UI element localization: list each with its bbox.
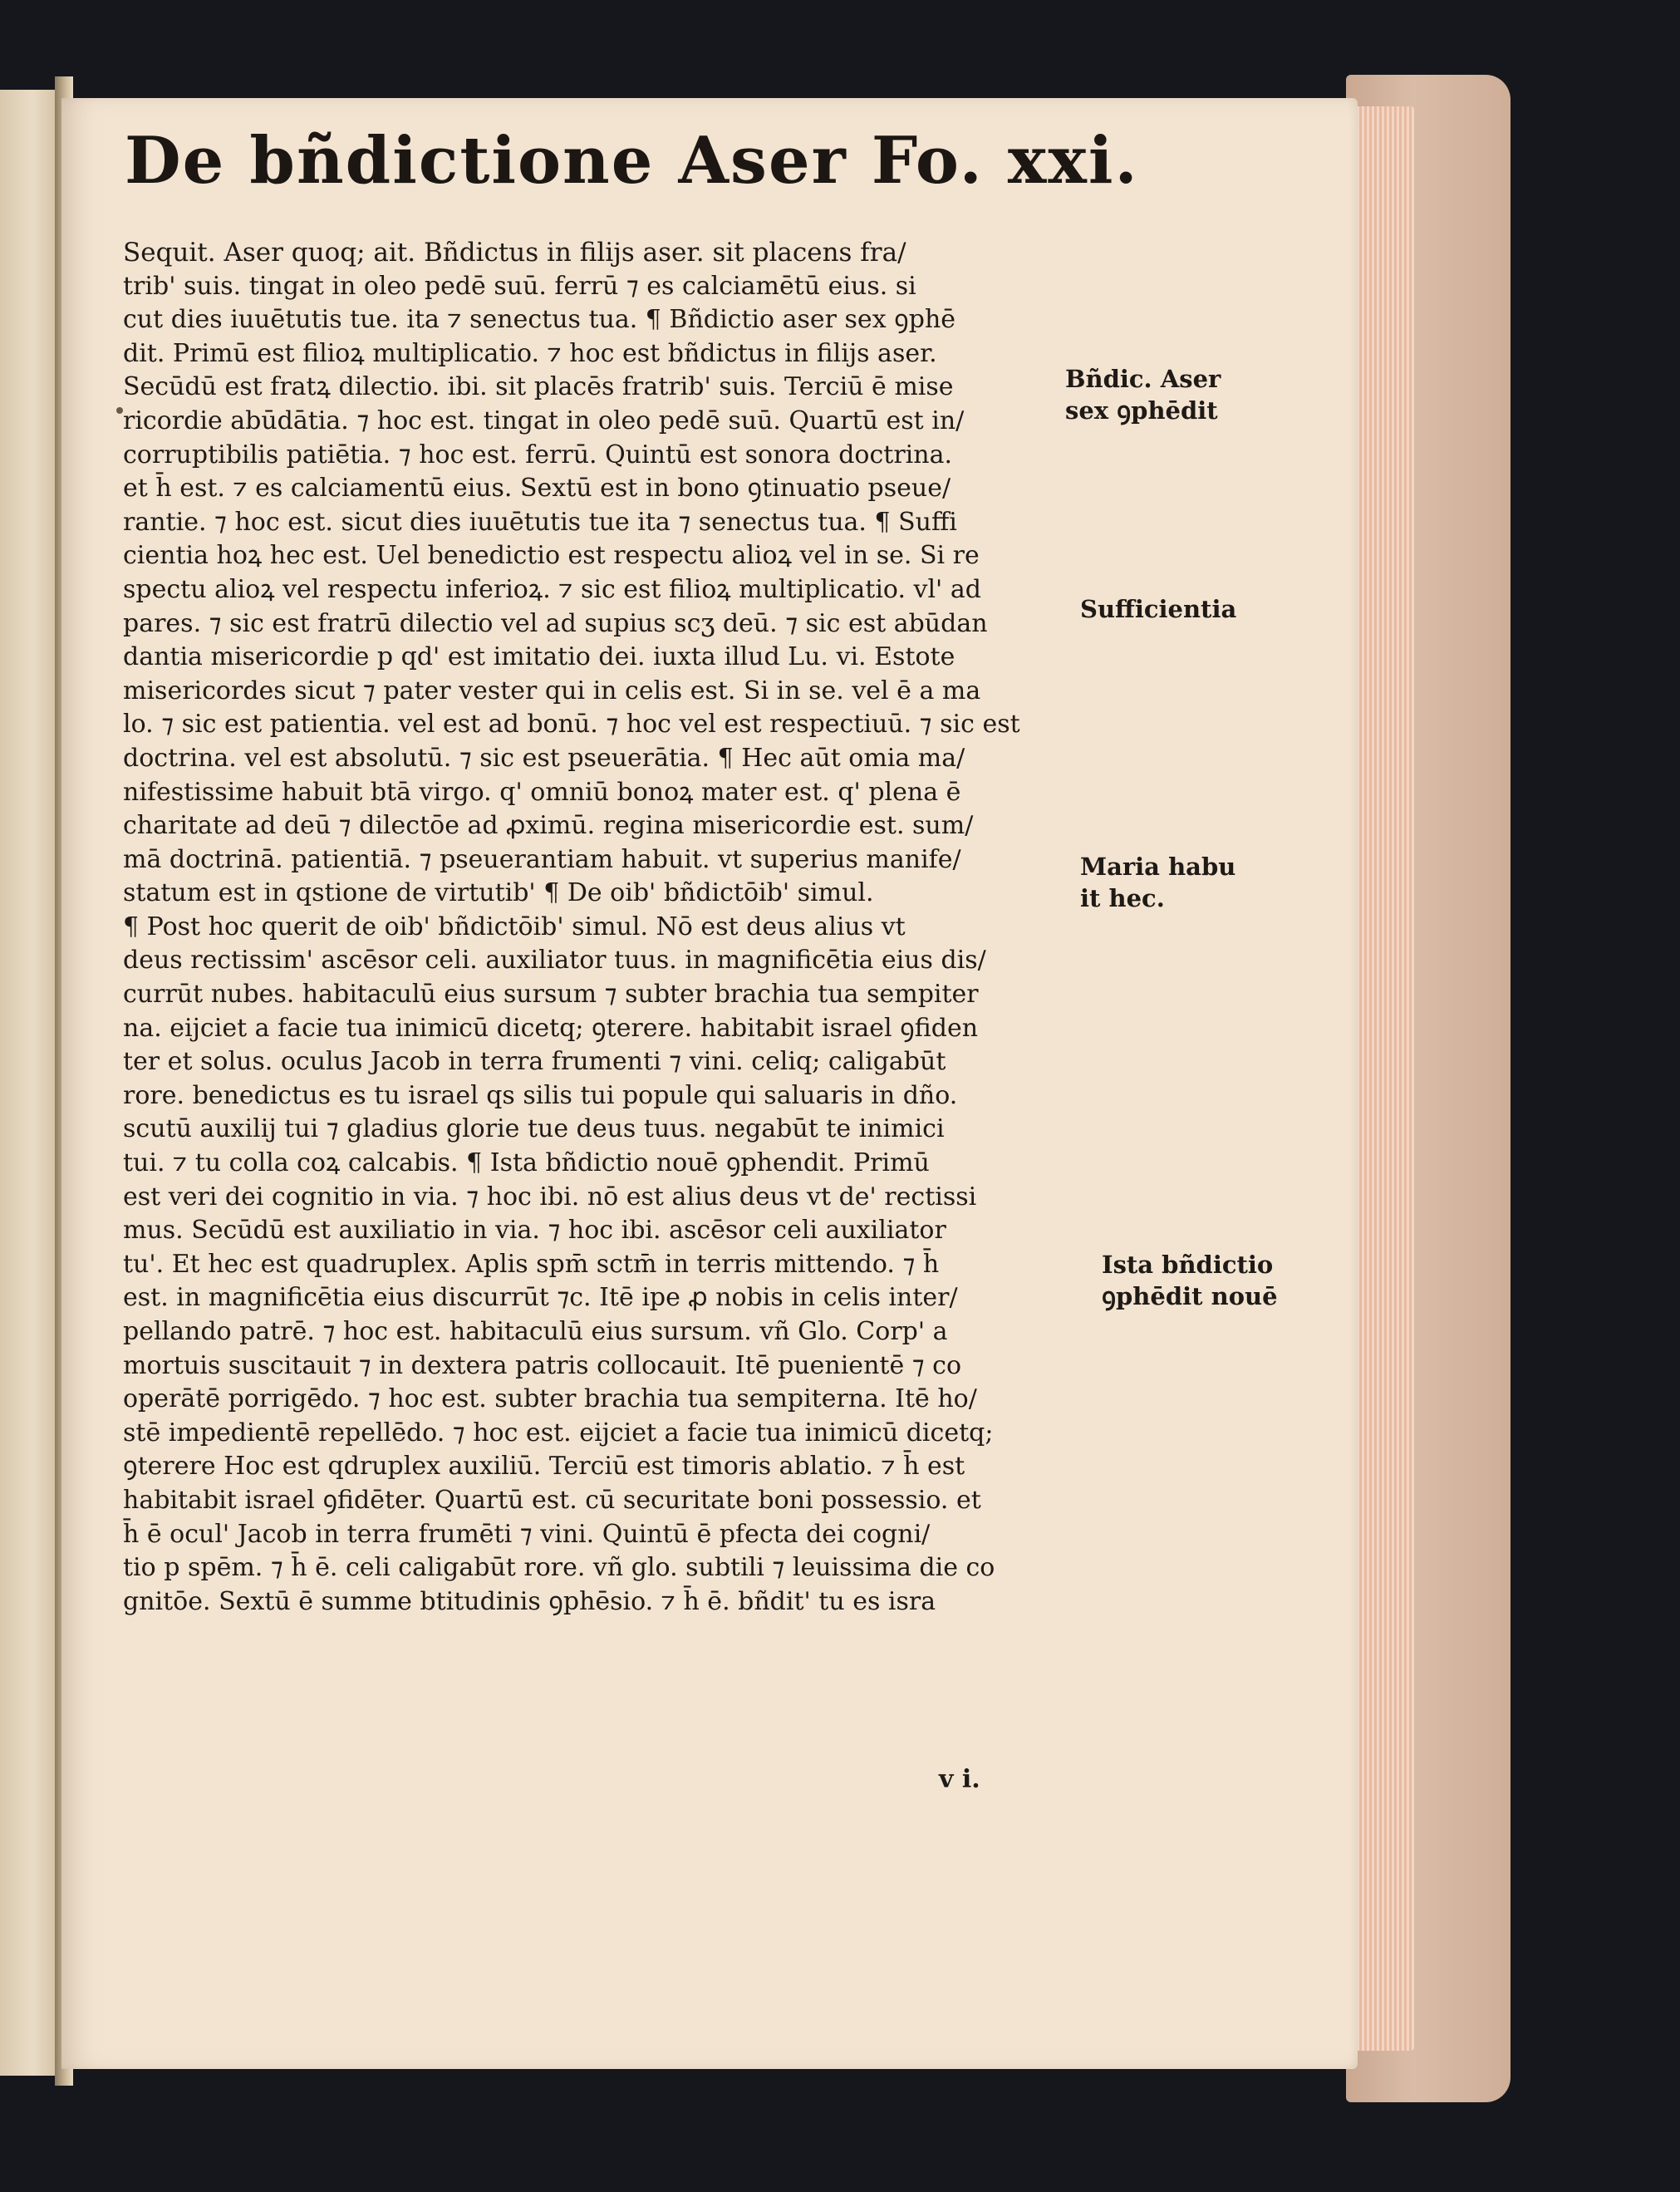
text-line: rantie. ⁊ hoc est. sicut dies iuuētutis tue ita ⁊ senectus tua. ¶ Suffi [123,507,957,537]
text-line: pellando patrē. ⁊ hoc est. habitaculū eius sursum. vñ Glo. Corp' a [123,1317,948,1346]
margin-note-ista-benedictio [1102,1249,1278,1312]
margin-spot [116,407,123,414]
facing-page-edge [0,90,61,2076]
main-text-block [123,236,1078,1619]
text-line: spectu alioꝝ vel respectu inferioꝝ. ⁊ sic est filioꝝ multiplicatio. vl' ad [123,574,981,604]
text-line: na. eijciet a facie tua inimicū dicetq; ꝯterere. habitabit israel ꝯfiden [123,1013,979,1043]
text-line: mortuis suscitauit ⁊ in dextera patris collocauit. Itē puenientē ⁊ co [123,1350,962,1380]
margin-note-line: Sufficientia [1080,595,1237,623]
text-line: charitate ad deū ⁊ dilectōe ad ꝓximū. regina misericordie est. sum/ [123,811,974,841]
text-line: operātē porrigēdo. ⁊ hoc est. subter brachia tua sempiterna. Itē ho/ [123,1384,977,1414]
text-line: tio p spēm. ⁊ h̄ ē. celi caligabūt rore. vñ glo. subtili ⁊ leuissima die co [123,1553,995,1583]
text-line: misericordes sicut ⁊ pater vester qui in celis est. Si in se. vel ē a ma [123,676,981,705]
margin-note-maria [1080,851,1235,914]
text-line: habitabit israel ꝯfidēter. Quartū est. cū securitate boni possessio. et [123,1485,981,1515]
margin-note-line: Bñdic. Aser [1065,365,1221,393]
text-line: mus. Secūdū est auxiliatio in via. ⁊ hoc ibi. ascēsor celi auxiliator [123,1216,946,1246]
margin-note-line: Maria habu [1080,853,1236,881]
text-line: ꝯterere Hoc est qdruplex auxiliū. Terciū est timoris ablatio. ⁊ h̄ est [123,1452,965,1482]
text-line: nifestissime habuit btā virgo. q' omniū bonoꝝ mater est. q' plena ē [123,777,961,807]
text-line: est veri dei cognitio in via. ⁊ hoc ibi. nō est alius deus vt de' rectissi [123,1182,977,1211]
text-line: est. in magnificētia eius discurrūt ⁊c. Itē ipe ꝓ nobis in celis inter/ [123,1283,958,1313]
text-line: scutū auxilij tui ⁊ gladius glorie tue deus tuus. negabūt te inimici [123,1114,945,1144]
margin-note-benedictio-aser [1065,363,1221,426]
text-line: mā doctrinā. patientiā. ⁊ pseuerantiam habuit. vt superius manife/ [123,844,961,874]
margin-note-line: sex ꝯphēdit [1065,396,1218,425]
text-line: stē impedientē repellēdo. ⁊ hoc est. eijciet a facie tua inimicū dicetq; [123,1418,994,1447]
text-line: cut dies iuuētutis tue. ita ⁊ senectus tua. ¶ Bñdictio aser sex ꝯphē [123,305,956,335]
text-line: tui. ⁊ tu colla coꝝ calcabis. ¶ Ista bñdictio nouē ꝯphendit. Primū [123,1148,930,1178]
text-line: tu'. Et hec est quadruplex. Aplis spm̄ sctm̄ in terris mittendo. ⁊ h̄ [123,1249,940,1279]
margin-note-line: ꝯphēdit nouē [1102,1282,1278,1310]
text-line: dantia misericordie p qd' est imitatio dei. iuxta illud Lu. vi. Estote [123,642,955,672]
margin-note-sufficientia [1080,593,1236,625]
text-line: deus rectissim' ascēsor celi. auxiliator tuus. in magnificētia eius dis/ [123,946,986,976]
text-line: pares. ⁊ sic est fratrū dilectio vel ad supius scʒ deū. ⁊ sic est abūdan [123,608,988,638]
text-line: currūt nubes. habitaculū eius sursum ⁊ subter brachia tua sempiter [123,980,979,1010]
text-line: rore. benedictus es tu israel qs silis tui popule qui saluaris in dño. [123,1080,958,1110]
text-line: doctrina. vel est absolutū. ⁊ sic est pseuerātia. ¶ Hec aūt omia ma/ [123,743,965,773]
text-line: lo. ⁊ sic est patientia. vel est ad bonū. ⁊ hoc vel est respectiuū. ⁊ sic est [123,710,1020,740]
text-line: gnitōe. Sextū ē summe btitudinis ꝯphēsio. ⁊ h̄ ē. bñdit' tu es isra [123,1586,936,1616]
margin-note-line: it hec. [1080,884,1165,912]
text-line: dit. Primū est filioꝝ multiplicatio. ⁊ hoc est bñdictus in filijs aser. [123,338,937,368]
text-line: ter et solus. oculus Jacob in terra frumenti ⁊ vini. celiq; caligabūt [123,1047,946,1077]
page-heading: De bñdictione Aser Fo. xxi. [125,123,1139,199]
margin-note-line: Ista bñdictio [1102,1251,1274,1279]
text-line: Sequit. Aser quoq; ait. Bñdictus in filijs aser. sit placens fra/ [123,238,906,268]
text-line: cientia hoꝝ hec est. Uel benedictio est respectu alioꝝ vel in se. Si re [123,541,980,571]
text-line: Secūdū est fratꝝ dilectio. ibi. sit placēs fratrib' suis. Terciū ē mise [123,372,954,402]
text-line: statum est in qstione de virtutib' ¶ De oib' bñdictōib' simul. [123,878,874,908]
text-line: et h̄ est. ⁊ es calciamentū eius. Sextū est in bono ꝯtinuatio pseue/ [123,474,951,504]
text-line: trib' suis. tingat in oleo pedē suū. ferrū ⁊ es calciamētū eius. si [123,271,916,301]
text-line: corruptibilis patiētia. ⁊ hoc est. ferrū. Quintū est sonora doctrina. [123,440,953,469]
text-line: ¶ Post hoc querit de oib' bñdictōib' simul. Nō est deus alius vt [123,912,906,941]
signature-mark: v i. [939,1765,980,1794]
text-line: h̄ ē ocul' Jacob in terra frumēti ⁊ vini. Quintū ē pfecta dei cogni/ [123,1519,931,1549]
text-line: ricordie abūdātia. ⁊ hoc est. tingat in oleo pedē suū. Quartū est in/ [123,405,965,435]
